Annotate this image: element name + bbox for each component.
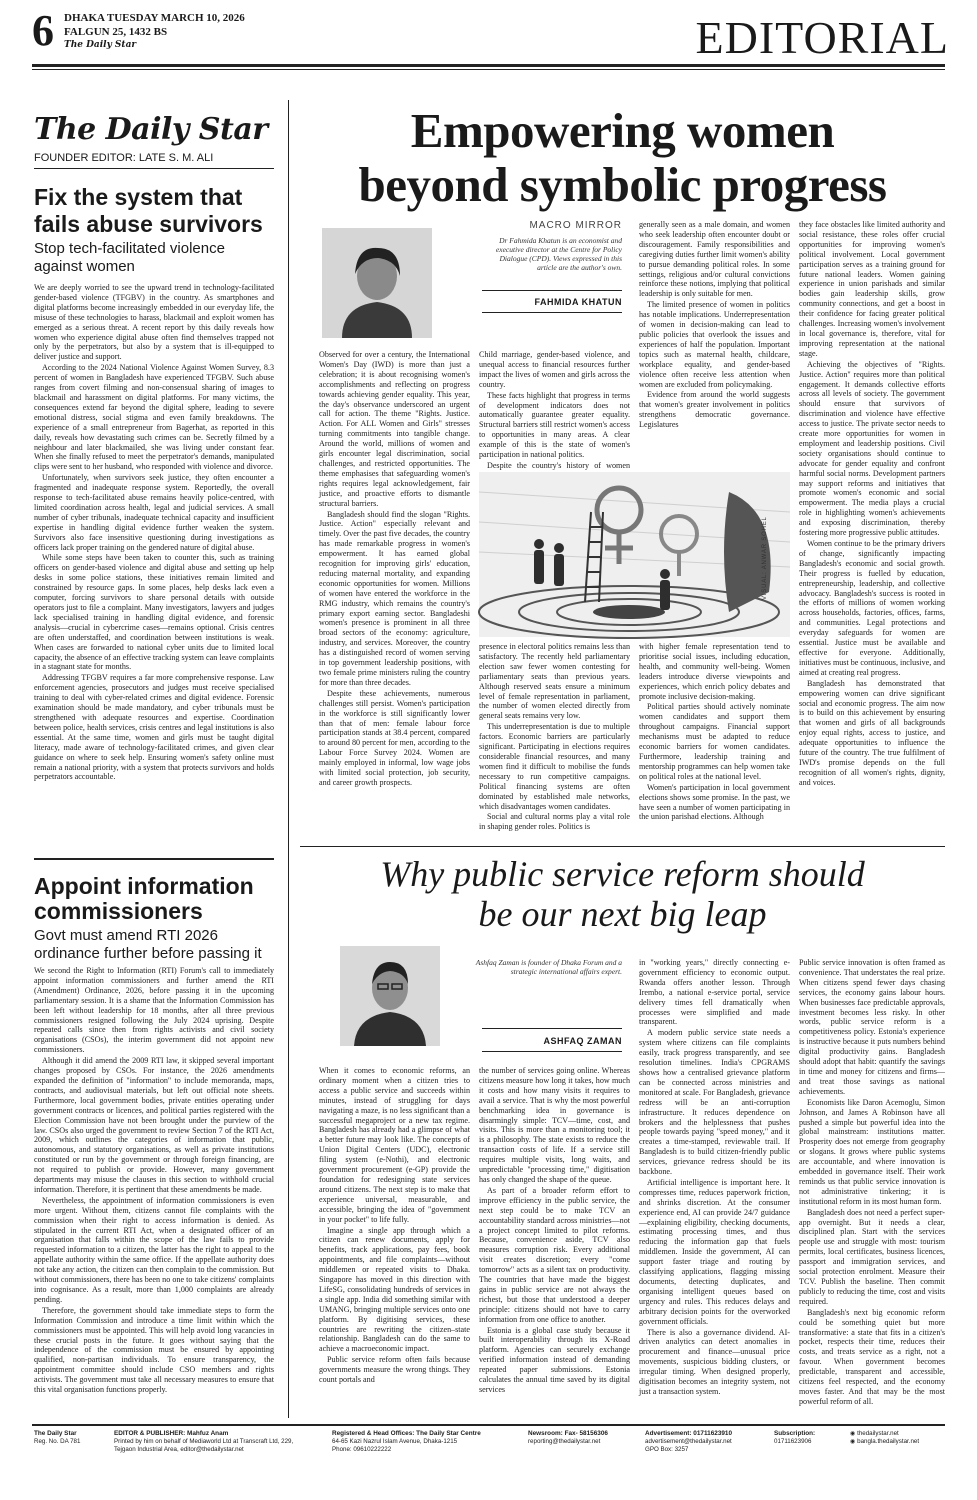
editorial1-body — [34, 283, 274, 846]
article1-paragraph: Bangladesh has demonstrated that empowering women can drive significant social and economic progress. The aim now is to build on this achievement by ensuring that women and girls of all backgrounds enjoy equal rights, access to justice, and adequate opportunities to influence the future of the country. The true fulfilment of IWD's promise depends on the full recognition of all women's rights, dignity, and voices. — [799, 678, 945, 787]
editorial1-paragraph: We are deeply worried to see the upward trend in technology-facilitated gender-based violence (TFGBV) in the country. As smartphones and digital platforms become increasingly embedded in our everyday life, the misuse of these technologies to harass, blackmail and exploit women has emerged as a serious threat. A recent report by this daily reveals how women who experience digital abuse often find themselves trapped not only by the perpetrators, but also by a system that is ill-equipped to deliver justice and support. — [34, 283, 274, 362]
paper-name-small: The Daily Star — [64, 40, 137, 50]
article-divider — [300, 846, 945, 847]
article2-author-bio: Ashfaq Zaman is founder of Dhaka Forum and a strategic international affairs expert. — [475, 958, 622, 976]
editorial1-headline: Fix the system that fails abuse survivors — [34, 184, 263, 237]
column-rule — [288, 100, 289, 1418]
footer-office-address: 64-65 Kazi Nazrul Islam Avenue, Dhaka-1215 — [332, 1438, 458, 1445]
footer-printer-address: Tejgaon Industrial Area, editor@thedailystar.net — [114, 1446, 244, 1453]
women-ladder-illustration-icon — [479, 472, 790, 637]
article1-illustration — [479, 472, 790, 637]
footer-printer: Printed by him on behalf of Mediaworld Ltd at Transcraft Ltd, 229, — [114, 1438, 294, 1445]
article1-paragraph: generally seen as a male domain, and women who seek leadership often encounter doubt or discouragement. Family responsibilities and caregiving duties further limit women's ability to pursue demanding political roles. In some settings, religious and/or cultural convictions reinforce these notions, implying that political leadership is only suitable for men. — [639, 220, 790, 299]
article1-paragraph: Despite these achievements, numerous challenges still persist. Women's participation in the workforce is still significantly lower than that of men: female labour force participation stands at 38.4 percent, compared to around 80 percent for men, according to the Labour Force Survey 2024. Women are mainly employed in informal, low wage jobs with limited social protection, job security, and career growth prospects. — [319, 688, 470, 787]
article1-column — [639, 220, 790, 468]
author-portrait-icon — [322, 228, 432, 338]
article2-column — [799, 958, 945, 1418]
article2-paragraph: When it comes to economic reforms, an ordinary moment when a citizen tries to access a public service and succeeds within minutes, instead of struggling for days navigating a maze, is no less significant than a successful megaproject or a new tax regime. Bangladesh has already had a glimpse of what a better future may look like. The concepts of Union Digital Centers (UDC), electronic filing system (e-Nothi), and electronic government procurement (e-GP) provide the foundation for redesigning state services around citizens. The next step is to make that experience universal, measurable, and accessible, bringing the idea of "government in your pocket" to life fully. — [319, 1066, 470, 1224]
article2-paragraph: the number of services going online. Whereas citizens measure how long it takes, how much it costs and how many visits it requires to avail a service. That is why the most powerful benchmarking idea in governance is disarmingly simple: TCV—time, cost, and visits. This is more than a monitoring tool; it is a philosophy. The state exists to reduce the transaction costs of life. If a service still requires multiple visits, long waits, and unpredictable "processing time," digitisation has only changed the shape of the queue. — [479, 1066, 630, 1184]
footer-bangla-website[interactable]: bangla.thedailystar.net — [857, 1438, 920, 1445]
article2-paragraph: There is also a governance dividend. AI-driven analytics can detect anomalies in procurement and finance—unusual price movements, suspicious bidding clusters, or irregular timing. When designed properly, digitisation becomes an integrity system, not just a transaction system. — [639, 1327, 790, 1396]
article1-column — [639, 642, 790, 840]
footer-ad-title: Advertisement: 01711623910 — [645, 1430, 733, 1437]
article1-paragraph: Political parties should actively nominate women candidates and support them throughout campaigns. Financial support mechanisms must be adapted to reduce economic barriers for women candidates. Furthermore, leadership training and mentorship programmes can help women take on political roles at the national level. — [639, 702, 790, 781]
bangla-date: FALGUN 25, 1432 BS — [64, 26, 168, 38]
author-portrait-icon — [340, 946, 440, 1046]
article1-column — [479, 350, 630, 468]
article1-column — [479, 642, 630, 840]
editorial1-paragraph: Addressing TFGBV requires a far more comprehensive response. Law enforcement agencies, prosecutors and judges must receive specialised training to deal with cyber-related crimes and digital evidence. Forensic examination should be made mandatory, and cyber tribunals must be strengthened with adequate resources and expertise. Coordination between police, health services, crisis centres and legal institutions is also essential. At the same time, women and girls must be taught digital literacy, made aware of technology-facilitated crimes, and given clear guidance on where to seek help. Ensuring women's safety online must remain a national priority, with a system that protects survivors and holds perpetrators accountable. — [34, 673, 274, 782]
editorial1-subhead: Stop tech-facilitated violence against women — [34, 240, 225, 275]
article2-column — [319, 1066, 470, 1418]
footer-ad-email: advertisement@thedailystar.net — [645, 1438, 732, 1445]
article1-column — [319, 350, 470, 840]
article2-column — [479, 1066, 630, 1418]
footer-subscription-title: Subscription: — [774, 1430, 816, 1437]
article2-paragraph: Economists like Daron Acemoglu, Simon Johnson, and James A Robinson have all pushed a simple but powerful idea into the global mainstream: institutions matter. Prosperity does not emerge from geography or slogans. It grows where public systems are accountable, and where innovation is embedded in governance itself. Their work reminds us that public service innovation is not administrative tinkering; it is institutional reform in its most human form. — [799, 1097, 945, 1206]
sidebar-divider — [34, 858, 274, 860]
article2-paragraph: in "working years," directly connecting e-government efficiency to economic output. Rwanda offers another lesson. Through Irembo, a national e-service portal, service delivery times fell dramatically when processes were simplified and made transparent. — [639, 958, 790, 1027]
article1-paragraph: Evidence from around the world suggests that women's greater involvement in politics strengthens democratic governance. Legislatures — [639, 390, 790, 430]
article1-paragraph: Women continue to be the primary drivers of change, significantly impacting Bangladesh's economic and social growth. Their progress is fuelled by education, entrepreneurship, leadership, and collective advocacy. Bangladesh's success is rooted in the efforts of millions of women working across households, factories, offices, farms, and communities. Legal protections and everyday safeguards for women are essential. Justice must be available and effective for everyone. Additionally, initiatives must be continuous, inclusive, and aimed at creating real progress. — [799, 539, 945, 677]
footer-newsroom-title: Newsroom: Fax- 58156306 — [528, 1430, 608, 1437]
article1-author-bio: Dr Fahmida Khatun is an economist and executive director at the Centre for Policy Dialogue (CPD). Views expressed in this article are the author's own. — [495, 236, 622, 272]
footer-reg: Reg. No. DA 781 — [34, 1438, 81, 1445]
article2-author-name: ASHFAQ ZAMAN — [543, 1036, 622, 1046]
article2-headline — [300, 854, 945, 934]
article1-paragraph: presence in electoral politics remains less than satisfactory. The recently held parliamentary election saw fewer women contesting for parliamentary seats than previous years. Although reserved seats ensure a minimum level of female representation in parliament, the number of women elected directly from general seats remains very low. — [479, 642, 630, 721]
footer-newsroom-email: reporting@thedailystar.net — [528, 1438, 601, 1445]
footer-subscription-phone: 01711623906 — [774, 1438, 812, 1445]
editorial1-paragraph: Unfortunately, when survivors seek justice, they often encounter a fragmented and inadequate response system. Reportedly, the overall response to tech-facilitated abuse remains heavily police-centred, with limited coordination across health, legal and judicial services. A small number of cyber tribunals, inadequate technical capacity and insufficient expertise in handling digital evidence further weaken the system. Survivors also face insensitive questioning during investigations as officers lack proper training on the gendered nature of digital abuse. — [34, 473, 274, 552]
byline-rule — [482, 290, 622, 291]
article1-paragraph: Social and cultural norms play a vital role in shaping gender roles. Politics is — [479, 812, 630, 832]
footer-web — [850, 1430, 945, 1446]
footer-paper-name: The Daily Star — [34, 1430, 77, 1437]
article2-paragraph: Estonia is a global case study because it built interoperability through its X-Road platform. Agencies can securely exchange verified information instead of demanding repeated paper submissions. Estonia calculates the annual time saved by its digital services — [479, 1325, 630, 1394]
editorial2-paragraph: Although it did amend the 2009 RTI law, it skipped several important changes proposed by CSOs. For instance, the 2026 amendments expanded the definition of "information" to include memoranda, maps, contracts, and audiovisual materials, but left out official note sheets. Furthermore, local government bodies, private entities operating under government contracts or licences, and political parties registered with the Election Commission have not been brought under the purview of the law. CSOs also urged the government to review Section 7 of the RTI Act, 2009, which outlines the categories of information that public, autonomous, and statutory organisations, as well as private institutions constituted or run by the government or through foreign financing, are not required to publish or provide. However, many government departments may misuse the clauses in this section to withhold crucial information. Therefore, it is pertinent that these amendments be made. — [34, 1056, 274, 1194]
page-number: 6 — [32, 6, 54, 55]
article1-headline-line: Empowering women — [410, 103, 835, 158]
article2-paragraph: A modern public service state needs a system where citizens can file complaints easily, track progress transparently, and see resolution timelines. India's CPGRAMS shows how a centralised grievance platform can be connected across ministries and monitored at scale. For Bangladesh, grievance redress will be an anti-corruption infrastructure. It reduces dependence on brokers and the helplessness that pushes people towards paying "speed money," and it creates a time-stamped, reviewable trail. If Bangladesh is to build citizen-friendly public services, grievance redress should be its backbone. — [639, 1028, 790, 1177]
article2-paragraph: As part of a broader reform effort to improve efficiency in the public service, the next step could be to make TCV an accountability standard across ministries—not a project concept limited to pilot reforms. Because, convenience aside, TCV also measures corruption risk. Every additional visit creates discretion; every "come tomorrow" acts as a silent tax on productivity. The countries that have made the biggest gains in public service are not always the richest, but those that understood a deeper principle: citizens should not have to carry information from one office to another. — [479, 1185, 630, 1324]
article2-column — [639, 958, 790, 1418]
sidebar-rule — [34, 168, 274, 169]
masthead-rule-thin — [32, 69, 945, 70]
editorial2-paragraph: Therefore, the government should take immediate steps to form the Information Commission and introduce a time limit within which the commissioners must be appointed. This will help avoid long vacancies in these crucial posts in the future. It goes without saying that the independence of the commission must be ensured by appointing qualified, non-partisan individuals. To ensure transparency, the appointment committee should include CSO members and rights activists. The government must take all necessary measures to ensure that this vital organisation functions properly. — [34, 1305, 274, 1395]
article1-paragraph: Women's participation in local government elections shows some promise. In the past, we have seen a number of women participating in the union parishad elections. Although — [639, 782, 790, 822]
footer-subscription — [774, 1430, 844, 1446]
article1-author-name: FAHMIDA KHATUN — [534, 297, 622, 307]
editorial1-paragraph: According to the 2024 National Violence Against Women Survey, 8.3 percent of women in Bangladesh have experienced TFGBV. Such abuse ranges from covert filming and non-consensual sharing of images to blackmail and harassment on digital platforms. For many victims, the consequences extend far beyond the digital sphere, leading to severe emotional distress, social stigma and even family breakdowns. The experience of a small entrepreneur from Bagerhat, as reported in this daily, reveals how devastating such crimes can be. Secretly filmed by a neighbour and later blackmailed, she was living under constant fear. When she finally refused to meet the perpetrator's demands, manipulated clips were sent to her husband, who responded with violence and divorce. — [34, 363, 274, 472]
footer-editor-title: EDITOR & PUBLISHER: Mahfuz Anam — [114, 1430, 229, 1437]
article2-paragraph: Public service innovation is often framed as convenience. That understates the real prize. When citizens spend fewer days chasing services, the economy gains labour hours. When businesses face predictable approvals, investment becomes less risky. In other words, public service reform is a competitiveness policy. Estonia's experience is instructive because it puts numbers behind digital productivity gains. Bangladesh should adopt that habit: quantify the savings in time and money for citizens and firms—and treat those savings as national achievements. — [799, 958, 945, 1096]
footer-newsroom — [528, 1430, 638, 1446]
footer-offices — [332, 1430, 512, 1454]
masthead-rule — [32, 64, 945, 67]
author-photo — [322, 228, 432, 338]
globe-icon: ◉ — [850, 1438, 856, 1445]
article1-paragraph: The limited presence of women in politics has notable implications. Underrepresentation of women in decision-making can lead to public policies that overlook the issues and experiences of half the population. Important topics such as maternal health, childcare, workplace equality, and gender-based violence often receive less attention when women are excluded from policymaking. — [639, 300, 790, 389]
article1-paragraph: Child marriage, gender-based violence, and unequal access to financial resources further impact the lives of women and girls across the country. — [479, 350, 630, 389]
editorial2-subhead: Govt must amend RTI 2026 ordinance further before passing it — [34, 927, 262, 962]
newspaper-logo: The Daily Star — [34, 112, 268, 147]
article2-paragraph: Public service reform often fails because governments measure the wrong things. They count portals and — [319, 1355, 470, 1385]
editorial2-body — [34, 966, 274, 1416]
visual-credit: VISUAL: ANWAR SOHEL — [762, 516, 768, 600]
article2-paragraph: Bangladesh does not need a perfect super-app overnight. But it needs a clear, disciplined plan. Start with the services people use and struggle with most: tourism permits, local certificates, business licences, passport and immigration services, and social protection enrolment. Measure their TCV. Publish the baseline. Then commit publicly to reducing the time, cost and visits required. — [799, 1207, 945, 1306]
founder-editor: FOUNDER EDITOR: LATE S. M. ALI — [34, 152, 214, 164]
article1-paragraph: Observed for over a century, the International Women's Day (IWD) is more than just a celebration; it is about recognising women's accomplishments and reflecting on progress towards achieving gender equality. This year, the day's observance underscored an urgent call for action. The theme "Rights. Justice. Action. For ALL Women and Girls" stresses turning commitments into tangible change. Around the world, millions of women and girls encounter legal discrimination, social challenges, and restricted opportunities. The theme emphasises that safeguarding women's rights requires legal acknowledgement, fair justice, and proactive efforts to dismantle structural barriers. — [319, 350, 470, 508]
editorial1-paragraph: While some steps have been taken to counter this, such as training officers on gender-based violence and digital abuse and setting up help desks in some police stations, these initiatives remain limited and constrained by resource gaps. In some places, help desks lack even a computer, forcing survivors to share personal details with outside operators just to file a complaint. Many investigators, lawyers and judges lack specialised training in handling digital evidence, and forensic analysis—crucial in cybercrime cases—remains optional. Crisis centres are often understaffed, and coordination between institutions is weak. When cases are forwarded to national cyber units due to limited local capacity, the absence of an effective tracking system can leave complaints in a stagnant state for months. — [34, 553, 274, 672]
editorial2-paragraph: We second the Right to Information (RTI) Forum's call to immediately appoint information commissioners and further amend the RTI (Amendment) Ordinance, 2026, before passing it in the upcoming parliamentary session. It is a shame that the Information Commission has been left without leadership for 18 months, after all three previous commissioners resigned following the July 2024 uprising. Despite repeated calls since then from rights activists and civil society organisations (CSOs), the interim government did not appoint new commissioners. — [34, 966, 274, 1055]
article1-headline — [300, 104, 945, 212]
section-title: EDITORIAL — [695, 12, 949, 63]
article1-paragraph: These facts highlight that progress in terms of development indicators does not automatically guarantee greater equality. Structural barriers still restrict women's access to opportunities in many areas. A clear example of this is the state of women's participation in national politics. — [479, 390, 630, 460]
footer-editor — [114, 1430, 324, 1454]
article1-paragraph: This underrepresentation is due to multiple factors. Economic barriers are particularly significant. Participating in elections requires considerable financial resources, and many women find it difficult to mobilise the funds necessary to run competitive campaigns. Political financing systems are often dominated by established male networks, which disadvantages women candidates. — [479, 722, 630, 811]
article1-paragraph: they face obstacles like limited authority and social resistance, these roles offer crucial opportunities for improving women's political involvement. Local government participation serves as a training ground for future national leaders. Women gaining experience in union parishads and similar bodies gain leadership skills, grow community connections, and get a boost in their confidence for facing greater political challenges. Increasing women's involvement in local governance is, therefore, vital for improving representation at the national stage. — [799, 220, 945, 358]
byline-rule — [482, 312, 622, 313]
author-photo — [340, 946, 440, 1046]
footer-rule — [32, 1424, 945, 1426]
editorial2-paragraph: Nevertheless, the appointment of information commissioners is even more urgent. Without them, citizens cannot file complaints with the commission when their right to access information is denied. As stipulated in the current RTI Act, when a designated officer of an organisation that falls within the scope of the law fails to provide requested information to a citizen, the latter has the right to appeal to the appellate authority within the same office. If the appellate authority does not take any action, the citizen can then complain to the commission. But without commissioners, there has been no one to take citizens' complaints into cognisance. As a result, more than 1,000 complaints are already pending. — [34, 1195, 274, 1304]
article1-headline-line: beyond symbolic progress — [358, 157, 887, 212]
article2-headline-line: Why public service reform should — [380, 854, 865, 894]
editorial2-headline: Appoint information commissioners — [34, 873, 254, 924]
article1-paragraph: with higher female representation tend to prioritise social issues, including education, health, and community well-being. Women leaders introduce diverse viewpoints and experiences, which enrich policy debates and promote inclusive decision-making. — [639, 642, 790, 701]
globe-icon: ◉ — [850, 1430, 856, 1437]
article1-paragraph: Bangladesh should find the slogan "Rights. Justice. Action" especially relevant and timely. Over the past five decades, the country has made remarkable progress in women's empowerment. It has earned global recognition for improving girls' education, reducing maternal mortality, and expanding economic opportunities for women. Millions of women have entered the workforce in the RMG industry, which remains the country's primary export earning sector. Bangladeshi women's presence is prominent in all three broad sectors of the economy: agriculture, industry, and services. Moreover, the country has a distinguished record of women serving in top government leadership positions, with two female prime ministers ruling the country for more than three decades. — [319, 509, 470, 687]
column-name: MACRO MIRROR — [529, 220, 622, 231]
footer-gpo: GPO Box: 3257 — [645, 1446, 689, 1453]
footer-paper — [34, 1430, 104, 1446]
footer-offices-title: Registered & Head Offices: The Daily Star Centre — [332, 1430, 481, 1437]
article1-paragraph: Achieving the objectives of "Rights. Justice. Action" requires more than political engagement. It demands collective efforts across all levels of society. The government should ensure that survivors of discrimination and violence have effective access to justice. The private sector needs to create more opportunities for women in employment and leadership positions. Civil society organisations should continue to advocate for gender equality and confront harmful social norms. Development partners may support reforms and initiatives that promote women's economic and social empowerment. The media plays a crucial role in highlighting women's achievements and exposing discrimination, thereby fostering more progressive public attitudes. — [799, 359, 945, 538]
footer-website[interactable]: thedailystar.net — [857, 1430, 899, 1437]
article2-paragraph: Bangladesh's next big economic reform could be something quiet but more transformative: a state that fits in a citizen's pocket, respects their time, reduces their costs, and treats service as a right, not a favour. When government becomes predictable, transparent and accessible, citizens feel respected, and the economy moves faster. And that may be the most powerful reform of all. — [799, 1307, 945, 1406]
article2-paragraph: Artificial intelligence is important here. It compresses time, reduces paperwork friction, and shrinks discretion. At the consumer experience end, AI can provide 24/7 guidance—explaining eligibility, checking documents, estimating processing times, and thus reducing the information gap that fuels middlemen. Inside the government, AI can support faster triage and routing by classifying applications, flagging missing documents, detecting duplicates, and organising intelligent queues based on urgency and rules. This reduces delays and arbitrary decision points for the overworked government officials. — [639, 1177, 790, 1326]
article1-paragraph: Despite the country's history of women — [487, 460, 630, 470]
byline-rule — [482, 1051, 622, 1052]
article2-headline-line: be our next big leap — [478, 894, 767, 934]
date-line: DHAKA TUESDAY MARCH 10, 2026 — [64, 12, 245, 24]
article2-paragraph: Imagine a single app through which a citizen can renew documents, apply for benefits, track applications, pay fees, book appointments, and file complaints—without middlemen or repeated visits to Dhaka. Singapore has moved in this direction with LifeSG, consolidating hundreds of services in a single app. India did something similar with UMANG, bringing multiple services onto one platform. By digitising services, these countries are rewriting the citizen–state relationship. Bangladesh can do the same to achieve a macroeconomic impact. — [319, 1225, 470, 1354]
article1-column — [799, 220, 945, 840]
footer-office-phone: Phone: 09610222222 — [332, 1446, 392, 1453]
byline-rule — [482, 1028, 622, 1029]
footer-advertisement — [645, 1430, 760, 1454]
